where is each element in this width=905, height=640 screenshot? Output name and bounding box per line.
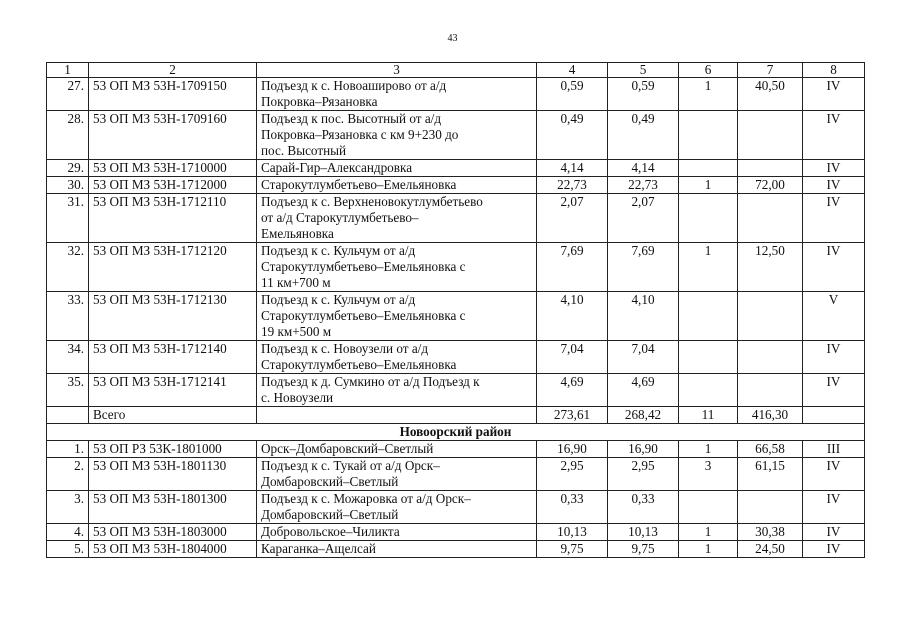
table-row	[47, 160, 865, 177]
table-row	[47, 292, 865, 341]
bridge-length: 72,00	[738, 177, 803, 194]
road-name	[257, 541, 537, 558]
road-name-line: Подъезд к с. Верхненовокутлумбетьево	[261, 194, 483, 209]
length-hard-surface: 22,73	[608, 177, 679, 194]
road-name-line: Старокутлумбетьево–Емельяновка с	[261, 308, 466, 323]
table-row	[47, 541, 865, 558]
road-name-line: Домбаровский–Светлый	[261, 507, 399, 522]
column-number: 3	[257, 63, 537, 78]
road-category: IV	[803, 491, 865, 524]
road-name	[257, 292, 537, 341]
road-code: 53 ОП МЗ 53Н-1712000	[89, 177, 257, 194]
total-length: 273,61	[537, 407, 608, 424]
bridge-count	[679, 374, 738, 407]
length-hard-surface: 2,07	[608, 194, 679, 243]
column-number: 5	[608, 63, 679, 78]
section-title: Новоорский район	[47, 424, 865, 441]
length-hard-surface: 4,10	[608, 292, 679, 341]
road-name	[257, 524, 537, 541]
table-row	[47, 111, 865, 160]
road-name-line: Подъезд к с. Тукай от а/д Орск–	[261, 458, 440, 473]
table-row	[47, 374, 865, 407]
road-code: 53 ОП РЗ 53К-1801000	[89, 441, 257, 458]
road-name-line: Старокутлумбетьево–Емельяновка с	[261, 259, 466, 274]
bridge-count: 1	[679, 78, 738, 111]
road-code: 53 ОП МЗ 53Н-1712110	[89, 194, 257, 243]
bridge-count: 1	[679, 441, 738, 458]
road-name-line: Подъезд к с. Новоаширово от а/д	[261, 78, 447, 93]
bridge-count	[679, 160, 738, 177]
road-category: IV	[803, 541, 865, 558]
road-category: IV	[803, 160, 865, 177]
table-row	[47, 524, 865, 541]
length-hard-surface: 16,90	[608, 441, 679, 458]
column-number-row	[47, 63, 865, 78]
length-hard-surface: 9,75	[608, 541, 679, 558]
length-total: 7,69	[537, 243, 608, 292]
bridge-length	[738, 292, 803, 341]
row-number: 29.	[47, 160, 89, 177]
total-bridge-length: 416,30	[738, 407, 803, 424]
bridge-count: 1	[679, 243, 738, 292]
bridge-length	[738, 374, 803, 407]
bridge-count: 1	[679, 541, 738, 558]
road-name	[257, 491, 537, 524]
row-number: 5.	[47, 541, 89, 558]
row-number: 3.	[47, 491, 89, 524]
bridge-count	[679, 194, 738, 243]
road-name-line: Подъезд к с. Можаровка от а/д Орск–	[261, 491, 471, 506]
road-code: 53 ОП МЗ 53Н-1712130	[89, 292, 257, 341]
length-total: 2,95	[537, 458, 608, 491]
bridge-length: 24,50	[738, 541, 803, 558]
length-hard-surface: 0,49	[608, 111, 679, 160]
column-number: 1	[47, 63, 89, 78]
road-name	[257, 160, 537, 177]
length-hard-surface: 4,14	[608, 160, 679, 177]
road-name-line: Караганка–Ащелсай	[261, 541, 376, 556]
road-code: 53 ОП МЗ 53Н-1709150	[89, 78, 257, 111]
road-name-line: Старокутлумбетьево–Емельяновка	[261, 177, 457, 192]
bridge-length	[738, 341, 803, 374]
road-name-line: 11 км+700 м	[261, 275, 331, 290]
road-category: IV	[803, 243, 865, 292]
column-number: 6	[679, 63, 738, 78]
road-name-line: Сарай-Гир–Александровка	[261, 160, 413, 175]
road-name-line: Подъезд к д. Сумкино от а/д Подъезд к	[261, 374, 480, 389]
road-name	[257, 194, 537, 243]
road-name	[257, 243, 537, 292]
length-hard-surface: 0,59	[608, 78, 679, 111]
column-number: 4	[537, 63, 608, 78]
row-number: 35.	[47, 374, 89, 407]
length-total: 0,33	[537, 491, 608, 524]
bridge-count	[679, 111, 738, 160]
length-total: 4,14	[537, 160, 608, 177]
row-number: 32.	[47, 243, 89, 292]
row-number: 4.	[47, 524, 89, 541]
bridge-count	[679, 491, 738, 524]
table-row	[47, 243, 865, 292]
row-number: 31.	[47, 194, 89, 243]
road-name-line: 19 км+500 м	[261, 324, 332, 339]
road-category: IV	[803, 177, 865, 194]
row-number: 1.	[47, 441, 89, 458]
road-name-line: Подъезд к с. Новоузели от а/д	[261, 341, 429, 356]
road-code: 53 ОП МЗ 53Н-1801300	[89, 491, 257, 524]
bridge-length: 66,58	[738, 441, 803, 458]
length-total: 0,59	[537, 78, 608, 111]
row-number: 30.	[47, 177, 89, 194]
road-category: IV	[803, 111, 865, 160]
length-hard-surface: 4,69	[608, 374, 679, 407]
road-category: III	[803, 441, 865, 458]
bridge-length	[738, 194, 803, 243]
length-total: 7,04	[537, 341, 608, 374]
length-hard-surface: 7,69	[608, 243, 679, 292]
bridge-count	[679, 292, 738, 341]
road-category: IV	[803, 458, 865, 491]
length-hard-surface: 10,13	[608, 524, 679, 541]
road-name	[257, 78, 537, 111]
road-name-line: Подъезд к с. Кульчум от а/д	[261, 243, 416, 258]
road-category: IV	[803, 524, 865, 541]
road-category: IV	[803, 341, 865, 374]
road-code: 53 ОП МЗ 53Н-1803000	[89, 524, 257, 541]
length-total: 2,07	[537, 194, 608, 243]
bridge-length	[738, 160, 803, 177]
length-total: 22,73	[537, 177, 608, 194]
road-name	[257, 177, 537, 194]
total-empty-cell	[257, 407, 537, 424]
road-name-line: Домбаровский–Светлый	[261, 474, 399, 489]
total-row	[47, 407, 865, 424]
total-empty-cell	[803, 407, 865, 424]
table-row	[47, 177, 865, 194]
length-hard-surface: 7,04	[608, 341, 679, 374]
table-row	[47, 78, 865, 111]
row-number: 2.	[47, 458, 89, 491]
road-code: 53 ОП МЗ 53Н-1712120	[89, 243, 257, 292]
table-row	[47, 491, 865, 524]
bridge-length: 12,50	[738, 243, 803, 292]
road-name-line: Подъезд к с. Кульчум от а/д	[261, 292, 416, 307]
bridge-count: 3	[679, 458, 738, 491]
road-category: IV	[803, 78, 865, 111]
road-name	[257, 441, 537, 458]
bridge-length: 30,38	[738, 524, 803, 541]
road-name-line: пос. Высотный	[261, 143, 347, 158]
total-hard-surface: 268,42	[608, 407, 679, 424]
road-code: 53 ОП МЗ 53Н-1712140	[89, 341, 257, 374]
table-row	[47, 341, 865, 374]
bridge-length	[738, 111, 803, 160]
roads-table	[46, 62, 865, 558]
road-name	[257, 458, 537, 491]
length-total: 10,13	[537, 524, 608, 541]
road-name-line: с. Новоузели	[261, 390, 334, 405]
road-category: IV	[803, 374, 865, 407]
length-hard-surface: 2,95	[608, 458, 679, 491]
row-number: 28.	[47, 111, 89, 160]
column-number: 8	[803, 63, 865, 78]
road-name-line: от а/д Старокутлумбетьево–	[261, 210, 419, 225]
road-name	[257, 374, 537, 407]
bridge-count	[679, 341, 738, 374]
road-code: 53 ОП МЗ 53Н-1709160	[89, 111, 257, 160]
road-name-line: Орск–Домбаровский–Светлый	[261, 441, 434, 456]
road-name	[257, 341, 537, 374]
road-code: 53 ОП МЗ 53Н-1710000	[89, 160, 257, 177]
bridge-length: 61,15	[738, 458, 803, 491]
road-code: 53 ОП МЗ 53Н-1804000	[89, 541, 257, 558]
bridge-length: 40,50	[738, 78, 803, 111]
length-total: 4,69	[537, 374, 608, 407]
road-name-line: Подъезд к пос. Высотный от а/д	[261, 111, 442, 126]
length-total: 16,90	[537, 441, 608, 458]
road-code: 53 ОП МЗ 53Н-1801130	[89, 458, 257, 491]
total-bridge-count: 11	[679, 407, 738, 424]
length-total: 0,49	[537, 111, 608, 160]
table-row	[47, 194, 865, 243]
table-row	[47, 441, 865, 458]
length-hard-surface: 0,33	[608, 491, 679, 524]
bridge-count: 1	[679, 177, 738, 194]
length-total: 4,10	[537, 292, 608, 341]
road-category: V	[803, 292, 865, 341]
column-number: 2	[89, 63, 257, 78]
page-number: 43	[447, 33, 458, 44]
road-name-line: Емельяновка	[261, 226, 334, 241]
total-label: Всего	[89, 407, 257, 424]
length-total: 9,75	[537, 541, 608, 558]
table-row	[47, 458, 865, 491]
row-number: 27.	[47, 78, 89, 111]
column-number: 7	[738, 63, 803, 78]
road-name-line: Покровка–Рязановка с км 9+230 до	[261, 127, 459, 142]
row-number: 33.	[47, 292, 89, 341]
road-code: 53 ОП МЗ 53Н-1712141	[89, 374, 257, 407]
road-name-line: Добровольское–Чиликта	[261, 524, 400, 539]
section-row	[47, 424, 865, 441]
road-category: IV	[803, 194, 865, 243]
bridge-count: 1	[679, 524, 738, 541]
row-number: 34.	[47, 341, 89, 374]
road-name	[257, 111, 537, 160]
total-empty-cell	[47, 407, 89, 424]
road-name-line: Покровка–Рязановка	[261, 94, 378, 109]
road-name-line: Старокутлумбетьево–Емельяновка	[261, 357, 457, 372]
bridge-length	[738, 491, 803, 524]
